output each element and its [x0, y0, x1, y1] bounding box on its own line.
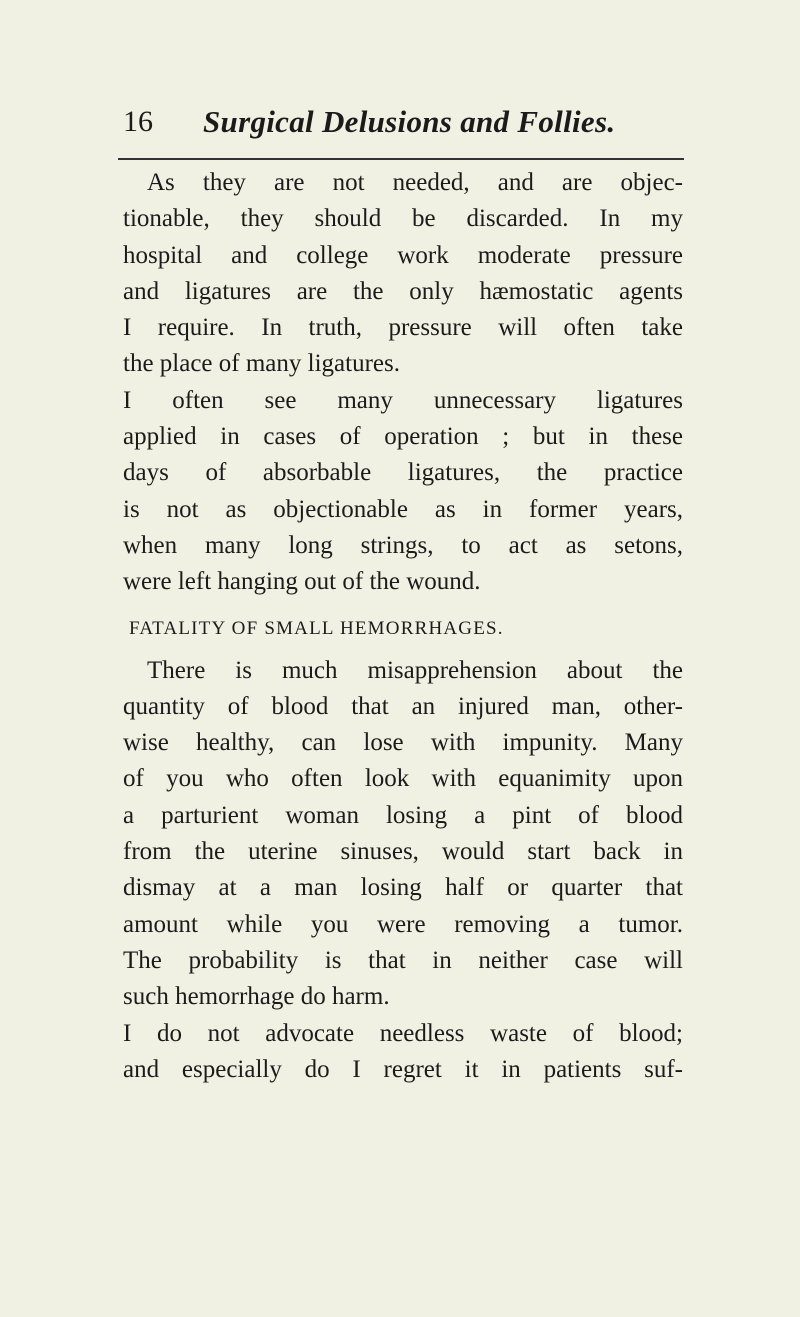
page-number: 16: [123, 105, 153, 138]
paragraph: [123, 653, 683, 1016]
text-line: a parturient woman losing a pint of blood: [123, 801, 683, 829]
text-line: the place of many ligatures.: [123, 350, 400, 378]
paragraph: [123, 1016, 683, 1089]
paragraph: [123, 383, 683, 601]
text-line: quantity of blood that an injured man, other-: [123, 692, 683, 720]
header-rule: [118, 158, 684, 160]
text-line: amount while you were removing a tumor.: [123, 910, 683, 938]
running-head: [123, 100, 683, 144]
text-line: wise healthy, can lose with impunity. Many: [123, 729, 683, 757]
text-line: tionable, they should be discarded. In my: [123, 205, 683, 233]
text-line: I do not advocate needless waste of blood;: [123, 1019, 683, 1047]
text-line: The probability is that in neither case will: [123, 946, 683, 974]
text-line: I require. In truth, pressure will often take: [123, 314, 683, 342]
text-line: As they are not needed, and are objec-: [147, 169, 683, 196]
text-line: days of absorbable ligatures, the practice: [123, 459, 683, 487]
text-line: dismay at a man losing half or quarter that: [123, 874, 683, 902]
running-title: Surgical Delusions and Follies.: [203, 104, 616, 139]
text-line: when many long strings, to act as setons,: [123, 531, 683, 559]
text-line: from the uterine sinuses, would start back in: [123, 838, 683, 866]
text-line: were left hanging out of the wound.: [123, 568, 481, 596]
text-line: such hemorrhage do harm.: [123, 983, 390, 1011]
text-line: hospital and college work moderate pressure: [123, 241, 683, 269]
body-text: [123, 165, 683, 1088]
text-line: and ligatures are the only hæmostatic agents: [123, 277, 683, 305]
text-line: There is much misapprehension about the: [147, 656, 683, 684]
text-line: and especially do I regret it in patients suf-: [123, 1055, 683, 1083]
section-heading: FATALITY OF SMALL HEMORRHAGES.: [129, 617, 504, 639]
text-line: I often see many unnecessary ligatures: [123, 386, 683, 414]
text-line: of you who often look with equanimity upon: [123, 765, 683, 793]
text-line: applied in cases of operation ; but in these: [123, 423, 683, 451]
paragraph: [123, 165, 683, 383]
text-line: is not as objectionable as in former years,: [123, 495, 683, 523]
